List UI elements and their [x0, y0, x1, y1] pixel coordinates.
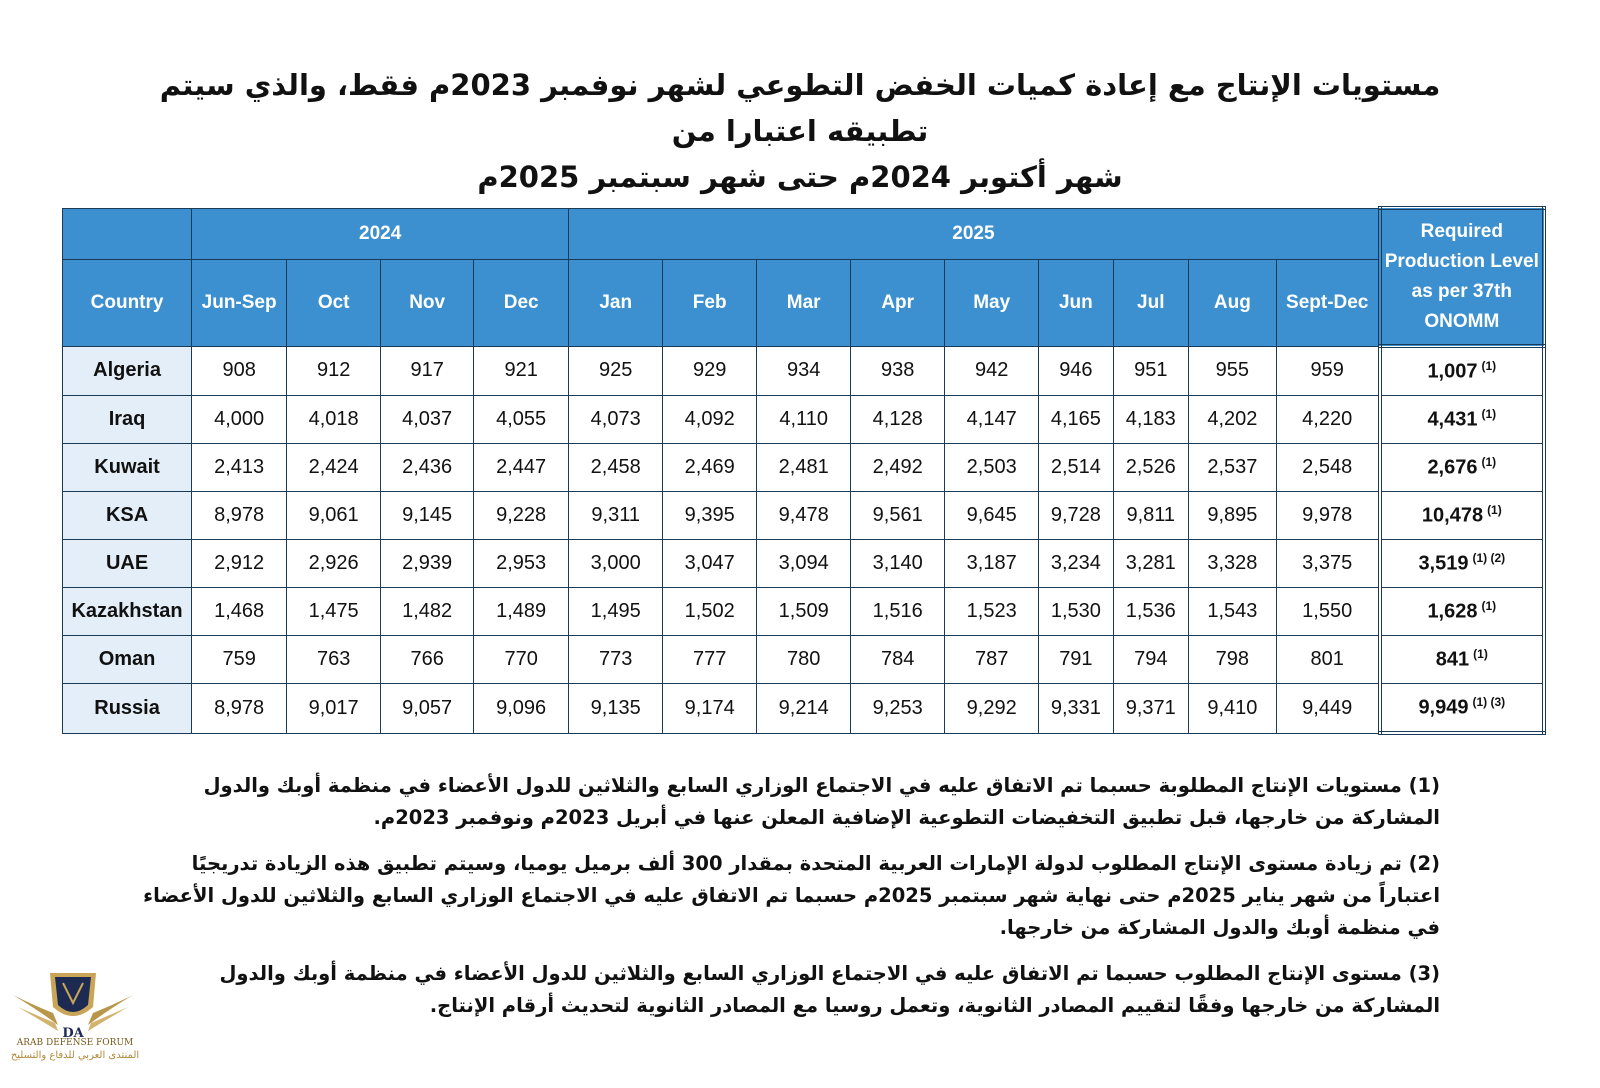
value-cell: 9,728 [1039, 492, 1113, 540]
value-cell: 2,481 [757, 444, 851, 492]
value-cell: 4,202 [1188, 396, 1276, 444]
footnote-3: (3) مستوى الإنتاج المطلوب حسبما تم الاتفاق عليه في الاجتماع الوزاري السابع والثلاثين للدول الأعضاء في منظمة أوبك والدول المشاركة من خارجها وفقًا لتقييم المصادر الثانوية، وتعمل روسيا مع المصادر الثانوية لتحديث أرقام الإنتاج. [219, 962, 1440, 1017]
value-cell: 2,458 [569, 444, 663, 492]
value-cell: 1,482 [381, 588, 474, 636]
value-cell: 2,503 [945, 444, 1039, 492]
value-cell: 780 [757, 636, 851, 684]
footnote-reference: (1) [1481, 599, 1497, 614]
value-cell: 4,018 [287, 396, 381, 444]
footnote-reference: (1) (3) [1472, 695, 1506, 710]
value-cell: 3,328 [1188, 540, 1276, 588]
required-level-value: 841 [1435, 648, 1470, 671]
title-line-1: مستويات الإنتاج مع إعادة كميات الخفض التطوعي لشهر نوفمبر 2023م فقط، والذي سيتم تطبيقه اعتبارا من [159, 68, 1441, 148]
value-cell: 951 [1113, 346, 1188, 396]
value-cell: 4,073 [569, 396, 663, 444]
value-cell: 2,413 [192, 444, 287, 492]
value-cell: 9,174 [663, 684, 757, 734]
value-cell: 4,000 [192, 396, 287, 444]
footnote-2: (2) تم زيادة مستوى الإنتاج المطلوب لدولة الإمارات العربية المتحدة بمقدار 300 ألف برميل يوميا، وسيتم تطبيق هذه الزيادة تدريجيًا اعتباراً من شهر يناير 2025م حتى نهاية شهر سبتمبر 2025م حسبما تم الاتفاق عليه في الاجتماع الوزاري السابع والثلاثين للدول الأعضاء في منظمة أوبك والدول المشاركة من خارجها. [143, 852, 1440, 939]
value-cell: 9,311 [569, 492, 663, 540]
required-level-cell [1380, 636, 1544, 684]
value-cell: 773 [569, 636, 663, 684]
value-cell: 1,489 [474, 588, 569, 636]
value-cell: 921 [474, 346, 569, 396]
country-cell: Russia [63, 684, 192, 734]
value-cell: 8,978 [192, 684, 287, 734]
country-cell: UAE [63, 540, 192, 588]
value-cell: 942 [945, 346, 1039, 396]
value-cell: 2,436 [381, 444, 474, 492]
value-cell: 9,057 [381, 684, 474, 734]
value-cell: 2,447 [474, 444, 569, 492]
value-cell: 9,395 [663, 492, 757, 540]
page-title [120, 62, 1480, 200]
value-cell: 763 [287, 636, 381, 684]
value-cell: 9,561 [851, 492, 945, 540]
required-level-value: 9,949 [1418, 696, 1469, 719]
value-cell: 777 [663, 636, 757, 684]
value-cell: 2,939 [381, 540, 474, 588]
table-row [63, 396, 1545, 444]
value-cell: 1,495 [569, 588, 663, 636]
value-cell: 759 [192, 636, 287, 684]
required-level-value: 10,478 [1421, 504, 1484, 527]
value-cell: 9,978 [1276, 492, 1379, 540]
value-cell: 1,502 [663, 588, 757, 636]
country-cell: Algeria [63, 346, 192, 396]
month-header: Jan [569, 259, 663, 346]
month-header: Feb [663, 259, 757, 346]
value-cell: 946 [1039, 346, 1113, 396]
month-header: Aug [1188, 259, 1276, 346]
value-cell: 3,187 [945, 540, 1039, 588]
month-header: May [945, 259, 1039, 346]
month-header: Jun [1039, 259, 1113, 346]
value-cell: 9,645 [945, 492, 1039, 540]
footnote-reference: (1) [1481, 455, 1497, 470]
month-header: Sept-Dec [1276, 259, 1379, 346]
value-cell: 934 [757, 346, 851, 396]
value-cell: 1,543 [1188, 588, 1276, 636]
footnote-1: (1) مستويات الإنتاج المطلوبة حسبما تم الاتفاق عليه في الاجتماع الوزاري السابع والثلاثين للدول الأعضاء في منظمة أوبك والدول المشاركة من خارجها، قبل تطبيق التخفيضات التطوعية الإضافية المعلن عنها في أبريل 2023م ونوفمبر 2023م. [203, 774, 1440, 829]
value-cell: 787 [945, 636, 1039, 684]
value-cell: 3,140 [851, 540, 945, 588]
value-cell: 9,017 [287, 684, 381, 734]
table-row [63, 636, 1545, 684]
value-cell: 794 [1113, 636, 1188, 684]
value-cell: 3,047 [663, 540, 757, 588]
value-cell: 770 [474, 636, 569, 684]
logo-abbrev: DA [62, 1026, 84, 1041]
value-cell: 9,061 [287, 492, 381, 540]
value-cell: 1,509 [757, 588, 851, 636]
value-cell: 955 [1188, 346, 1276, 396]
value-cell: 9,214 [757, 684, 851, 734]
required-level-cell [1380, 684, 1544, 734]
required-production-header: Required Production Level as per 37th ONOMM [1380, 208, 1544, 346]
production-table [62, 206, 1546, 735]
value-cell: 959 [1276, 346, 1379, 396]
logo-name-ar: المنتدى العربي للدفاع والتسليح [10, 1050, 140, 1061]
value-cell: 2,912 [192, 540, 287, 588]
value-cell: 9,410 [1188, 684, 1276, 734]
month-header: Jul [1113, 259, 1188, 346]
country-header: Country [63, 259, 192, 346]
value-cell: 4,037 [381, 396, 474, 444]
value-cell: 3,094 [757, 540, 851, 588]
required-level-cell [1380, 396, 1544, 444]
value-cell: 929 [663, 346, 757, 396]
table-row [63, 346, 1545, 396]
value-cell: 766 [381, 636, 474, 684]
country-cell: Iraq [63, 396, 192, 444]
value-cell: 9,145 [381, 492, 474, 540]
required-level-value: 1,628 [1427, 600, 1478, 623]
value-cell: 3,281 [1113, 540, 1188, 588]
value-cell: 9,253 [851, 684, 945, 734]
footnote-reference: (1) [1481, 359, 1497, 374]
value-cell: 9,449 [1276, 684, 1379, 734]
country-cell: KSA [63, 492, 192, 540]
month-header: Oct [287, 259, 381, 346]
month-header: Apr [851, 259, 945, 346]
footnote-reference: (1) [1481, 407, 1497, 422]
required-level-value: 4,431 [1427, 408, 1478, 431]
value-cell: 791 [1039, 636, 1113, 684]
value-cell: 4,055 [474, 396, 569, 444]
required-level-cell [1380, 540, 1544, 588]
required-level-cell [1380, 346, 1544, 396]
year-header-2024: 2024 [192, 208, 569, 259]
value-cell: 938 [851, 346, 945, 396]
value-cell: 4,165 [1039, 396, 1113, 444]
value-cell: 3,375 [1276, 540, 1379, 588]
value-cell: 1,468 [192, 588, 287, 636]
footnotes [140, 770, 1440, 1036]
month-header: Jun-Sep [192, 259, 287, 346]
value-cell: 2,514 [1039, 444, 1113, 492]
value-cell: 9,096 [474, 684, 569, 734]
country-cell: Kuwait [63, 444, 192, 492]
value-cell: 2,469 [663, 444, 757, 492]
value-cell: 8,978 [192, 492, 287, 540]
value-cell: 2,953 [474, 540, 569, 588]
value-cell: 3,234 [1039, 540, 1113, 588]
logo-name-en: ARAB DEFENSE FORUM [16, 1038, 134, 1048]
footnote-reference: (1) [1487, 503, 1502, 518]
value-cell: 4,147 [945, 396, 1039, 444]
value-cell: 1,516 [851, 588, 945, 636]
value-cell: 2,926 [287, 540, 381, 588]
value-cell: 9,292 [945, 684, 1039, 734]
value-cell: 2,526 [1113, 444, 1188, 492]
value-cell: 2,492 [851, 444, 945, 492]
value-cell: 4,128 [851, 396, 945, 444]
value-cell: 2,548 [1276, 444, 1379, 492]
value-cell: 4,220 [1276, 396, 1379, 444]
required-level-cell [1380, 492, 1544, 540]
value-cell: 9,371 [1113, 684, 1188, 734]
country-cell: Oman [63, 636, 192, 684]
value-cell: 2,424 [287, 444, 381, 492]
title-line-2: شهر أكتوبر 2024م حتى شهر سبتمبر 2025م [477, 160, 1123, 194]
value-cell: 1,550 [1276, 588, 1379, 636]
value-cell: 917 [381, 346, 474, 396]
value-cell: 3,000 [569, 540, 663, 588]
footnote-reference: (1) [1473, 647, 1488, 662]
table-row [63, 684, 1545, 734]
value-cell: 1,523 [945, 588, 1039, 636]
required-level-value: 2,676 [1427, 456, 1478, 479]
value-cell: 4,183 [1113, 396, 1188, 444]
value-cell: 2,537 [1188, 444, 1276, 492]
value-cell: 925 [569, 346, 663, 396]
year-header-2025: 2025 [569, 208, 1380, 259]
value-cell: 1,530 [1039, 588, 1113, 636]
value-cell: 908 [192, 346, 287, 396]
table-row [63, 540, 1545, 588]
value-cell: 912 [287, 346, 381, 396]
value-cell: 1,536 [1113, 588, 1188, 636]
value-cell: 4,092 [663, 396, 757, 444]
value-cell: 9,228 [474, 492, 569, 540]
value-cell: 9,331 [1039, 684, 1113, 734]
value-cell: 9,811 [1113, 492, 1188, 540]
table-row [63, 444, 1545, 492]
required-level-value: 3,519 [1418, 552, 1469, 575]
value-cell: 9,895 [1188, 492, 1276, 540]
required-level-cell [1380, 588, 1544, 636]
month-header: Mar [757, 259, 851, 346]
table-row [63, 492, 1545, 540]
country-cell: Kazakhstan [63, 588, 192, 636]
corner-header-cell [63, 208, 192, 259]
required-level-cell [1380, 444, 1544, 492]
footnote-reference: (1) (2) [1472, 551, 1506, 566]
value-cell: 798 [1188, 636, 1276, 684]
value-cell: 784 [851, 636, 945, 684]
required-level-value: 1,007 [1427, 360, 1478, 383]
month-header: Nov [381, 259, 474, 346]
value-cell: 801 [1276, 636, 1379, 684]
table-row [63, 588, 1545, 636]
month-header: Dec [474, 259, 569, 346]
value-cell: 9,478 [757, 492, 851, 540]
value-cell: 1,475 [287, 588, 381, 636]
value-cell: 4,110 [757, 396, 851, 444]
value-cell: 9,135 [569, 684, 663, 734]
